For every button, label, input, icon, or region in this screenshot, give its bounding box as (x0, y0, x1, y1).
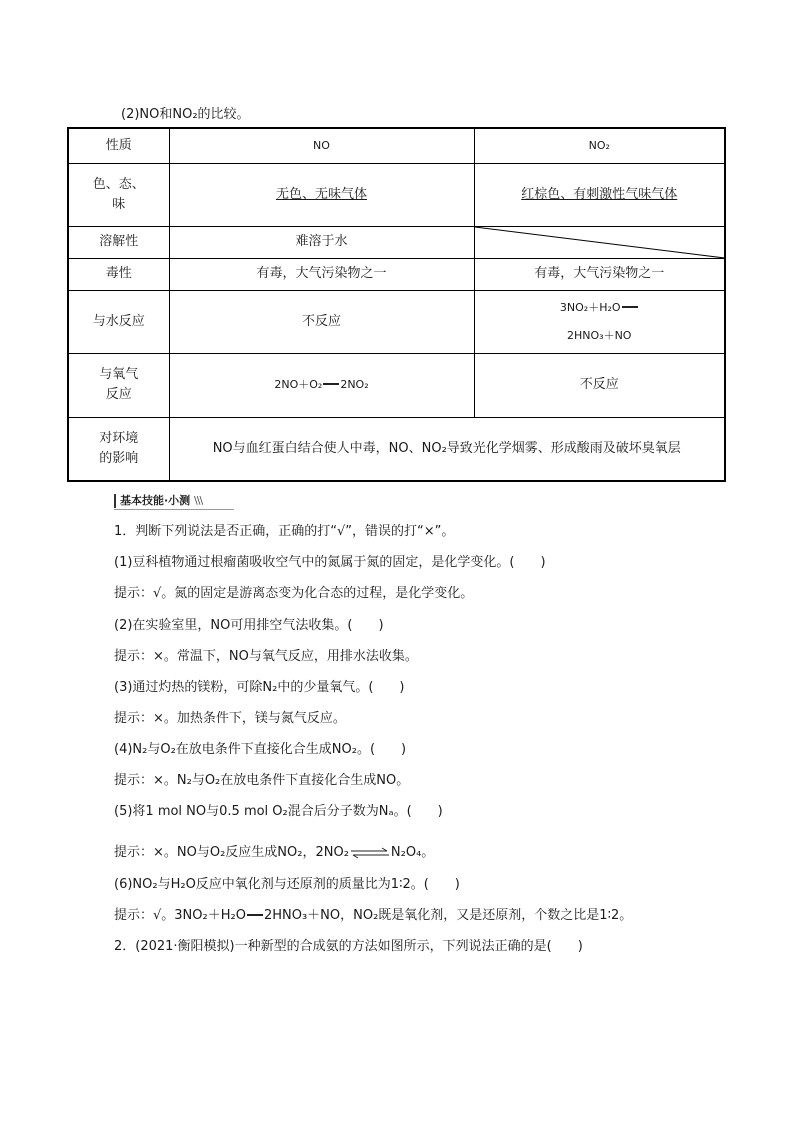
table-row (68, 417, 725, 481)
row-label: 与水反应 (68, 290, 169, 353)
hint-text: 提示：×。常温下，NO与氧气反应，用排水法收集。 (114, 649, 418, 664)
table-row (68, 353, 725, 417)
cell-no: 难溶于水 (169, 226, 474, 258)
question-item: (3)通过灼热的镁粉，可除N₂中的少量氧气。( ) (114, 680, 405, 695)
equation-sign (247, 914, 263, 918)
question-item: (2)在实验室里，NO可用排空气法收集。( ) (114, 618, 384, 633)
diagonal-line (475, 227, 725, 258)
hint-text: 提示：√。氮的固定是游离态变为化合态的过程，是化学变化。 (114, 586, 474, 601)
cell-no: 有毒，大气污染物之一 (169, 258, 474, 290)
question-item: (4)N₂与O₂在放电条件下直接化合生成NO₂。( ) (114, 742, 407, 757)
table-row (68, 226, 725, 258)
hint-text: 提示：√。3NO₂＋H₂O 2HNO₃＋NO，NO₂既是氧化剂，又是还原剂，个数之比是1∶2。 (114, 908, 633, 923)
question-item: (5)将1 mol NO与0.5 mol O₂混合后分子数为Nₐ。( ) (114, 804, 443, 819)
row-label: 毒性 (68, 258, 169, 290)
header-no: NO (169, 128, 474, 163)
hint-text: 提示：×。加热条件下，镁与氮气反应。 (114, 711, 346, 726)
table-header-row (68, 128, 725, 163)
hint-text: 提示：×。NO与O₂反应生成NO₂，2NO₂ N₂O₄。 (114, 845, 435, 860)
cell-no2: 有毒，大气污染物之一 (474, 258, 725, 290)
table-caption: (2)NO和NO₂的比较。 (121, 107, 250, 122)
cell-no2: 不反应 (474, 353, 725, 417)
row-label: 色、态、 味 (68, 163, 169, 226)
cell-no: 无色、无味气体 (169, 163, 474, 226)
comparison-table (67, 127, 726, 482)
section-tag: 基本技能·小测 \\\ (114, 494, 202, 508)
table-row (68, 258, 725, 290)
cell-merged: NO与血红蛋白结合使人中毒，NO、NO₂导致光化学烟雾、形成酸雨及破坏臭氧层 (169, 417, 725, 481)
header-no2: NO₂ (474, 128, 725, 163)
question-1-stem: 1．判断下列说法是否正确，正确的打“√”，错误的打“×”。 (114, 524, 455, 539)
equation-sign (622, 306, 638, 310)
equation-sign (323, 383, 339, 387)
table-row (68, 163, 725, 226)
cell-no2-equation: 3NO₂＋H₂O 2HNO₃＋NO (474, 290, 725, 353)
section-divider (114, 509, 234, 510)
question-2-stem: 2．(2021·衡阳模拟)一种新型的合成氨的方法如图所示，下列说法正确的是( ) (114, 939, 583, 954)
header-property: 性质 (68, 128, 169, 163)
question-item: (6)NO₂与H₂O反应中氧化剂与还原剂的质量比为1∶2。( ) (114, 877, 460, 892)
reversible-arrow-icon (349, 847, 391, 859)
cell-no-equation: 2NO＋O₂ 2NO₂ (169, 353, 474, 417)
cell-no: 不反应 (169, 290, 474, 353)
hint-text: 提示：×。N₂与O₂在放电条件下直接化合生成NO。 (114, 773, 410, 788)
row-label: 溶解性 (68, 226, 169, 258)
row-label: 对环境 的影响 (68, 417, 169, 481)
cell-no2: 红棕色、有刺激性气味气体 (474, 163, 725, 226)
cell-no2-diagonal (474, 226, 725, 258)
table-row (68, 290, 725, 353)
row-label: 与氧气 反应 (68, 353, 169, 417)
question-item: (1)豆科植物通过根瘤菌吸收空气中的氮属于氮的固定，是化学变化。( ) (114, 555, 546, 570)
